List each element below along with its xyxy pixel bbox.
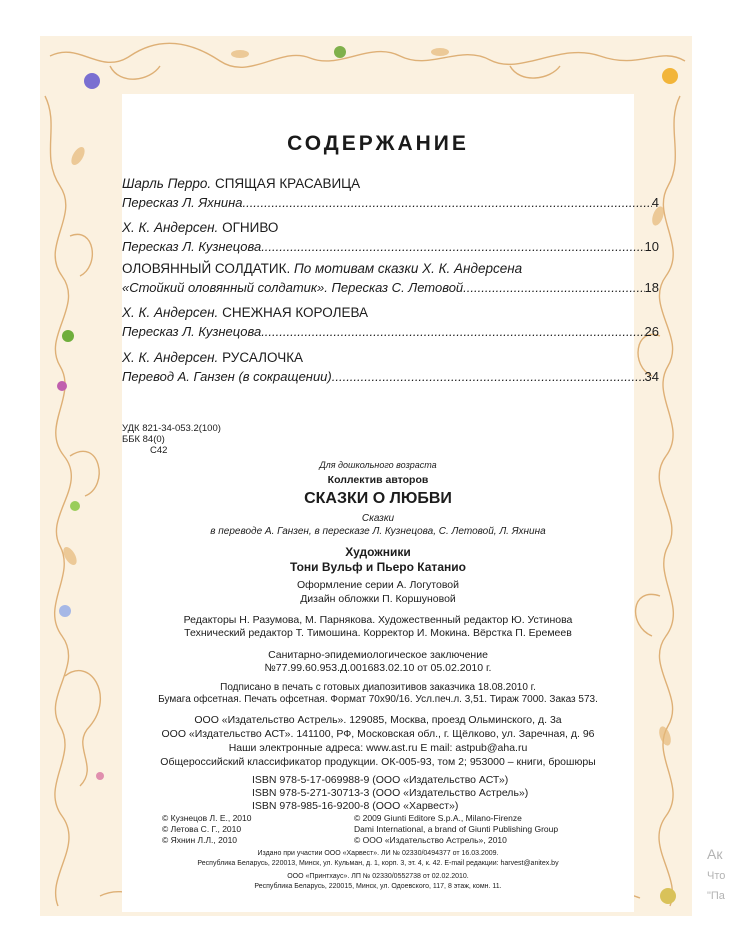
toc-entry-2-title: Х. К. Андерсен. ОГНИВО [122, 220, 279, 235]
collective-authors: Коллектив авторов [327, 474, 429, 486]
fine-print-4: Республика Беларусь, 220015, Минск, ул. Одоевского, 117, 8 этаж, комн. 11. [254, 883, 502, 890]
author-mark: С42 [150, 445, 168, 456]
content-panel [122, 94, 659, 912]
fine-print-2: Республика Беларусь, 220013, Минск, ул. Кульман, д. 1, корп. 3, эт. 4, к. 42. E-mail редакции: harvest@anitex.by [197, 860, 559, 867]
toc-entry-5-sub: Перевод А. Ганзен (в сокращении) ..... 34 [122, 369, 659, 384]
toc-entry-4-title: Х. К. Андерсен. СНЕЖНАЯ КОРОЛЕВА [122, 305, 369, 320]
side-ghost-text-2: Что [707, 870, 726, 882]
signed-to-print: Подписано в печать с готовых диапозитивов заказчика 18.08.2010 г. [220, 682, 536, 693]
classifier: Общероссийский классификатор продукции. ОК-005-93, том 2; 953000 – книги, брошюры [160, 756, 596, 768]
publisher-2: ООО «Издательство АСТ». 141100, РФ, Московская обл., г. Щёлково, ул. Заречная, д. 96 [161, 728, 595, 740]
toc-entry-1-title: Шарль Перро. СПЯЩАЯ КРАСАВИЦА [122, 176, 361, 191]
series-design: Оформление серии А. Логутовой [296, 579, 459, 591]
toc-entry-1-page: 4 [651, 195, 659, 210]
copyright-left-2: © Летова С. Г., 2010 [162, 824, 242, 834]
age-note: Для дошкольного возраста [319, 460, 437, 470]
copyright-right-1: © 2009 Giunti Editore S.p.A., Milano-Firenze [354, 813, 522, 823]
toc-title: СОДЕРЖАНИЕ [287, 132, 469, 155]
toc-entry-2-page: 10 [644, 239, 659, 254]
genre: Сказки [361, 513, 395, 524]
artists-label: Художники [345, 545, 411, 559]
artists: Тони Вульф и Пьеро Катанио [290, 560, 466, 574]
book-title: СКАЗКИ О ЛЮБВИ [304, 490, 452, 507]
copyright-right-2: Dami International, a brand of Giunti Publishing Group [354, 824, 559, 834]
isbn-2: ISBN 978-5-271-30713-3 (ООО «Издательство Астрель») [252, 787, 529, 799]
toc-entry-5-page: 34 [644, 369, 659, 384]
toc-entry-3-page: 18 [644, 280, 659, 295]
translators: в переводе А. Ганзен, в пересказе Л. Кузнецова, С. Летовой, Л. Яхнина [210, 526, 546, 537]
toc-entry-1-sub: Пересказ Л. Яхнина ..... 4 [122, 195, 659, 210]
sanitary-line-1: Санитарно-эпидемиологическое заключение [268, 649, 488, 661]
tech-editors: Технический редактор Т. Тимошина. Корректор И. Мокина. Вёрстка П. Еремеев [184, 627, 572, 639]
paper-info: Бумага офсетная. Печать офсетная. Формат 70x90/16. Усл.печ.л. 3,51. Тираж 7000. Заказ 573. [158, 694, 598, 705]
toc-entry-3-sub: «Стойкий оловянный солдатик». Пересказ С. Летовой ..... 18 [122, 280, 659, 295]
isbn-1: ISBN 978-5-17-069988-9 (ООО «Издательство АСТ») [252, 774, 509, 786]
copyright-left-3: © Яхнин Л.Л., 2010 [162, 835, 238, 845]
toc-entry-5-title: Х. К. Андерсен. РУСАЛОЧКА [122, 350, 304, 365]
side-ghost-text-1: Ак [707, 846, 723, 862]
publisher-1: ООО «Издательство Астрель». 129085, Москва, проезд Ольминского, д. 3а [194, 714, 562, 726]
fine-print-1: Издано при участии ООО «Харвест». ЛИ № 02330/0494377 от 16.03.2009. [257, 850, 499, 857]
toc-entry-3-title: ОЛОВЯННЫЙ СОЛДАТИК. По мотивам сказки Х. К. Андерсена [122, 261, 523, 276]
emails: Наши электронные адреса: www.ast.ru E mail: astpub@aha.ru [228, 742, 528, 754]
fine-print-3: ООО «Принтхаус». ЛП № 02330/0552738 от 02.02.2010. [287, 873, 469, 880]
copyright-right-3: © ООО «Издательство Астрель», 2010 [354, 835, 507, 845]
cover-design: Дизайн обложки П. Коршуновой [300, 593, 456, 605]
toc-entry-2-sub: Пересказ Л. Кузнецова ..... 10 [122, 239, 659, 254]
editors: Редакторы Н. Разумова, М. Парнякова. Художественный редактор Ю. Устинова [183, 614, 573, 626]
isbn-3: ISBN 978-985-16-9200-8 (ООО «Харвест») [252, 800, 459, 812]
udk-code: УДК 821-34-053.2(100) [122, 423, 221, 434]
book-page [40, 36, 692, 916]
copyright-left-1: © Кузнецов Л. Е., 2010 [162, 813, 252, 823]
toc-entry-4-sub: Пересказ Л. Кузнецова ..... 26 [122, 324, 659, 339]
bbk-code: ББК 84(0) [122, 434, 165, 445]
side-ghost-text-3: "Па [707, 890, 725, 902]
toc-entry-4-page: 26 [644, 324, 659, 339]
sanitary-line-2: №77.99.60.953.Д.001683.02.10 от 05.02.2010 г. [264, 662, 492, 674]
